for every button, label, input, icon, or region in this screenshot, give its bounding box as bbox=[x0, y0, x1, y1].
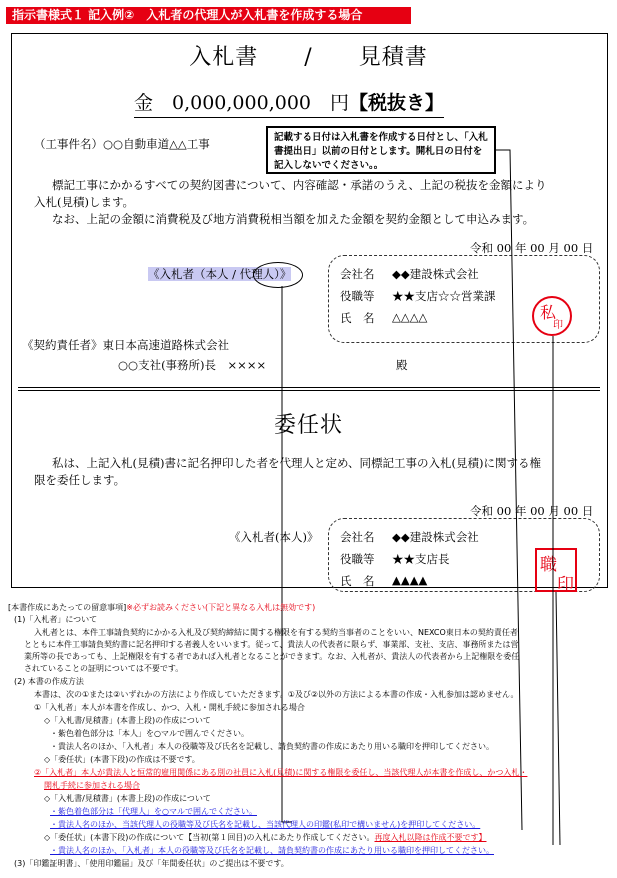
note-2l-text: ◇「委任状」(本書下段)の作成について【当初(第１回目)の入札にあたり作成してください。 bbox=[44, 833, 375, 842]
date-callout: 記載する日付は入札書を作成する日付とし、「入札書提出日」以前の日付とします。開札日の日付を記入しないでください。。 bbox=[266, 126, 496, 174]
proxy-body-line1: 私は、上記入札(見積)書に記名押印した者を代理人と定め、同標記工事の入札(見積)に関する権 bbox=[52, 456, 541, 470]
amount-value: 金 0,000,000,000 円 bbox=[134, 92, 350, 114]
notes-heading bbox=[8, 603, 315, 613]
connector-date-callout bbox=[496, 150, 522, 830]
proxy-company-value: ◆◆建設株式会社 bbox=[392, 530, 479, 544]
bid-name-value: △△△△ bbox=[392, 310, 428, 324]
note-2i: ◇「入札書/見積書」(本書上段)の作成について bbox=[44, 794, 211, 803]
proxy-company-label: 会社名 bbox=[340, 530, 375, 544]
note-2k: ・貴法人名のほか、当該代理人の役職等及び氏名を記載し、当該代理人の印鑑(私印で構いません)を押印してください。 bbox=[50, 820, 481, 829]
proxy-role-label: 役職等 bbox=[340, 552, 375, 566]
amount-tax-note: 【税抜き】 bbox=[349, 92, 445, 114]
note-1b: とともに本件工事請負契約書に記名押印する者義人をいいます。従って、貴法人の代表者に限らず、事業部、支社、支店、事務所または営 bbox=[24, 640, 519, 649]
note-2h: 開札手続に参加される場合 bbox=[44, 781, 140, 790]
bid-body-line1: 標記工事にかかるすべての契約図書について、内容確認・承諾のうえ、上記の税抜を金額により bbox=[52, 178, 547, 192]
bid-role-label: 役職等 bbox=[340, 289, 375, 303]
proxy-date: 令和 00 年 00 月 00 日 bbox=[470, 504, 594, 518]
note-2b: ①「入札者」本人が本書を作成し、かつ、入札・開札手続に参加される場合 bbox=[34, 703, 305, 712]
proxy-body-line1b: 限を委任します。 bbox=[34, 473, 126, 487]
notes-heading-text: [本書作成にあたっての留意事項] bbox=[8, 603, 127, 612]
proxy-name-value: ▲▲▲▲ bbox=[392, 573, 428, 587]
note-1a: 入札者とは、本件工事請負契約にかかる入札及び契約締結に関する権限を有する契約当事者のことをいい、NEXCO東日本の契約責任者 bbox=[34, 628, 518, 637]
note-2j: ・紫色着色部分は「代理人」を○マルで囲んでください。 bbox=[50, 807, 257, 816]
contract-person: ○○支社(事務所)長 ×××× bbox=[118, 358, 267, 372]
note-2e: ・貴法人名のほか、「入札者」本人の役職等及び氏名を記載し、請負契約書の作成にあたり用いる職印を押印してください。 bbox=[50, 742, 494, 751]
seal-char-2: 印 bbox=[557, 575, 574, 595]
note-2l-red: 再度入札以降は作成不要です】 bbox=[374, 833, 487, 842]
contract-officer: 《契約責任者》東日本高速道路株式会社 bbox=[22, 338, 229, 352]
bid-body-line2: なお、上記の金額に消費税及び地方消費税相当額を加えた金額を契約金額として申込みます。 bbox=[52, 212, 535, 226]
connector-official-seal bbox=[556, 592, 560, 845]
note-2g: ②「入札者」本人が貴法人と恒常的雇用関係にある別の社員に入札(見積)に関する権限を委任し、当該代理人が本書を作成し、かつ入札・ bbox=[34, 768, 528, 777]
bidder-role-highlight: 《入札者（本人 / 代理人）》 bbox=[148, 267, 292, 281]
note-2l bbox=[44, 833, 486, 843]
note-2m: ・貴法人名のほか、「入札者」本人の役職等及び氏名を記載し、請負契約書の作成にあたり用いる職印を押印してください。 bbox=[50, 846, 494, 855]
project-name: （工事件名）○○自動車道△△工事 bbox=[34, 137, 210, 151]
note-1c: 業所等の長であっても、上記権限を有する者であれば入札者となることができます。なお、入札者が、貴法人の代表者から上記権限を委任 bbox=[24, 652, 520, 661]
bid-company-label: 会社名 bbox=[340, 267, 375, 281]
note-2: (2) 本書の作成方法 bbox=[14, 677, 84, 686]
note-2c: ◇「入札書/見積書」(本書上段)の作成について bbox=[44, 716, 211, 725]
proxy-bidder-label: 《入札者(本人)》 bbox=[229, 530, 319, 544]
notes-warning: ※必ずお読みください(下記と異なる入札は無効です) bbox=[126, 603, 316, 612]
bid-role-value: ★★支店☆☆営業課 bbox=[392, 289, 496, 303]
note-3: (3)「印鑑証明書」、「使用印鑑届」及び「年間委任状」のご提出は不要です。 bbox=[14, 859, 289, 868]
form-banner: 指示書様式１ 記入例② 入札者の代理人が入札書を作成する場合 bbox=[6, 7, 411, 24]
proxy-title: 委任状 bbox=[273, 413, 343, 438]
proxy-role-value: ★★支店長 bbox=[392, 552, 450, 566]
note-2a: 本書は、次の①または②いずれかの方法により作成していただきます。①及び②以外の方法による本書の作成・入札参加は認めません。 bbox=[34, 690, 519, 699]
note-1: (1)「入札者」について bbox=[14, 615, 98, 624]
seal-char-1: 私 bbox=[540, 303, 557, 322]
seal-char-1: 職 bbox=[540, 555, 557, 575]
bid-company-value: ◆◆建設株式会社 bbox=[392, 267, 479, 281]
proxy-name-label: 氏 名 bbox=[340, 574, 375, 588]
seal-char-2: 印 bbox=[553, 320, 563, 331]
bid-title: 入札書 / 見積書 bbox=[189, 45, 428, 70]
note-2f: ◇「委任状」(本書下段)の作成は不要です。 bbox=[44, 755, 200, 764]
bid-name-label: 氏 名 bbox=[340, 311, 375, 325]
honorific: 殿 bbox=[396, 358, 408, 372]
note-2d: ・紫色着色部分は「本人」を○マルで囲んでください。 bbox=[50, 729, 249, 738]
bid-body-line1b: 入札(見積)します。 bbox=[34, 195, 135, 209]
bid-date: 令和 00 年 00 月 00 日 bbox=[470, 241, 594, 255]
note-1d: されていることの証明については不要です。 bbox=[24, 664, 184, 673]
